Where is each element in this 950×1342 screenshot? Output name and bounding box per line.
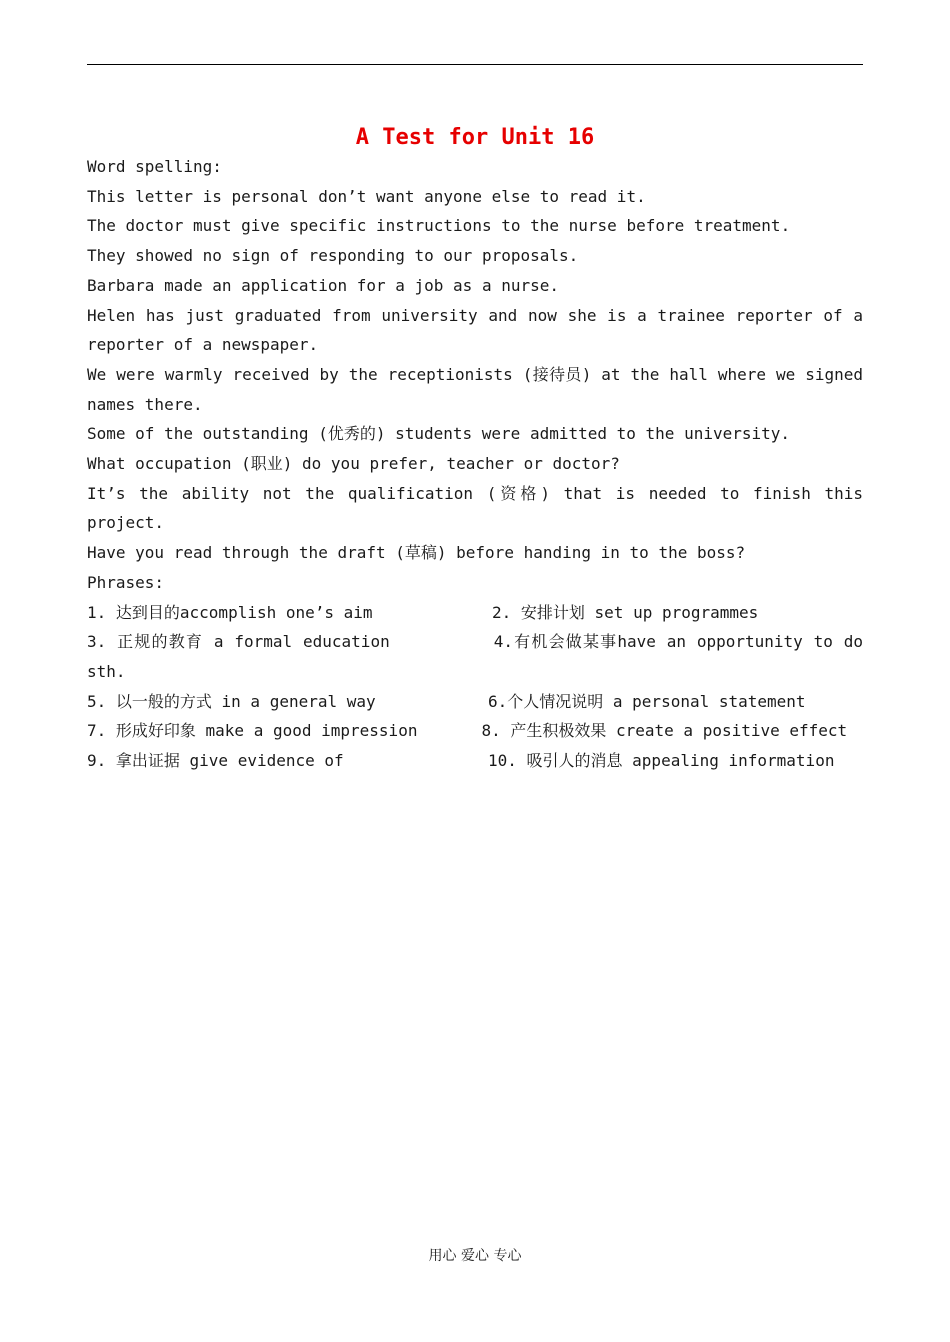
phrase-item-pair [87,716,863,746]
sentence: This letter is personal don’t want anyone else to read it. [87,186,646,206]
footer-motto: 用心 爱心 专心 [428,1248,522,1264]
phrase-item: 5. 以一般的方式 in a general way [87,691,376,711]
phrase-item: 2. 安排计划 set up programmes [492,602,759,622]
sentence: What occupation (职业) do you prefer, teacher or doctor? [87,454,620,474]
phrase-item: 7. 形成好印象 make a good impression [87,721,418,741]
phrase-row [87,627,863,686]
phrase-item: 3. 正规的教育 a formal education [87,632,390,652]
document-title: A Test for Unit 16 [355,125,595,150]
phrase-row [87,716,863,746]
phrase-item: 8. 产生积极效果 create a positive effect [481,721,848,741]
sentence: The doctor must give specific instructions to the nurse before treatment. [87,216,791,236]
phrase-item: 1. 达到目的accomplish one’s aim [87,602,373,622]
header-rule [87,64,863,65]
sentence: We were warmly received by the receptionists (接待员) at the hall where we signed names there. [87,364,863,414]
sentence: It’s the ability not the qualification (资格) that is needed to finish this project. [87,483,863,533]
sentence: Some of the outstanding (优秀的) students were admitted to the university. [87,424,791,444]
sentence: Have you read through the draft (草稿) before handing in to the boss? [87,543,746,563]
phrase-row [87,687,863,717]
phrase-item-pair [87,627,863,686]
phrase-item: 9. 拿出证据 give evidence of [87,751,344,771]
phrase-item: 6.个人情况说明 a personal statement [488,691,806,711]
phrase-item: 4.有机会做某事have an opportunity to do sth. [87,632,863,681]
phrase-row [87,746,863,776]
phrase-row [87,598,863,628]
phrases-heading: Phrases: [87,572,165,592]
phrase-item: 10. 吸引人的消息 appealing information [488,751,835,771]
sentence: They showed no sign of responding to our proposals. [87,246,579,266]
sentence: Barbara made an application for a job as a nurse. [87,275,560,295]
word-spelling-heading: Word spelling: [87,157,222,176]
document-body [87,152,863,776]
sentence: Helen has just graduated from university and now she is a trainee reporter of a reporter of a newspaper. [87,305,863,355]
